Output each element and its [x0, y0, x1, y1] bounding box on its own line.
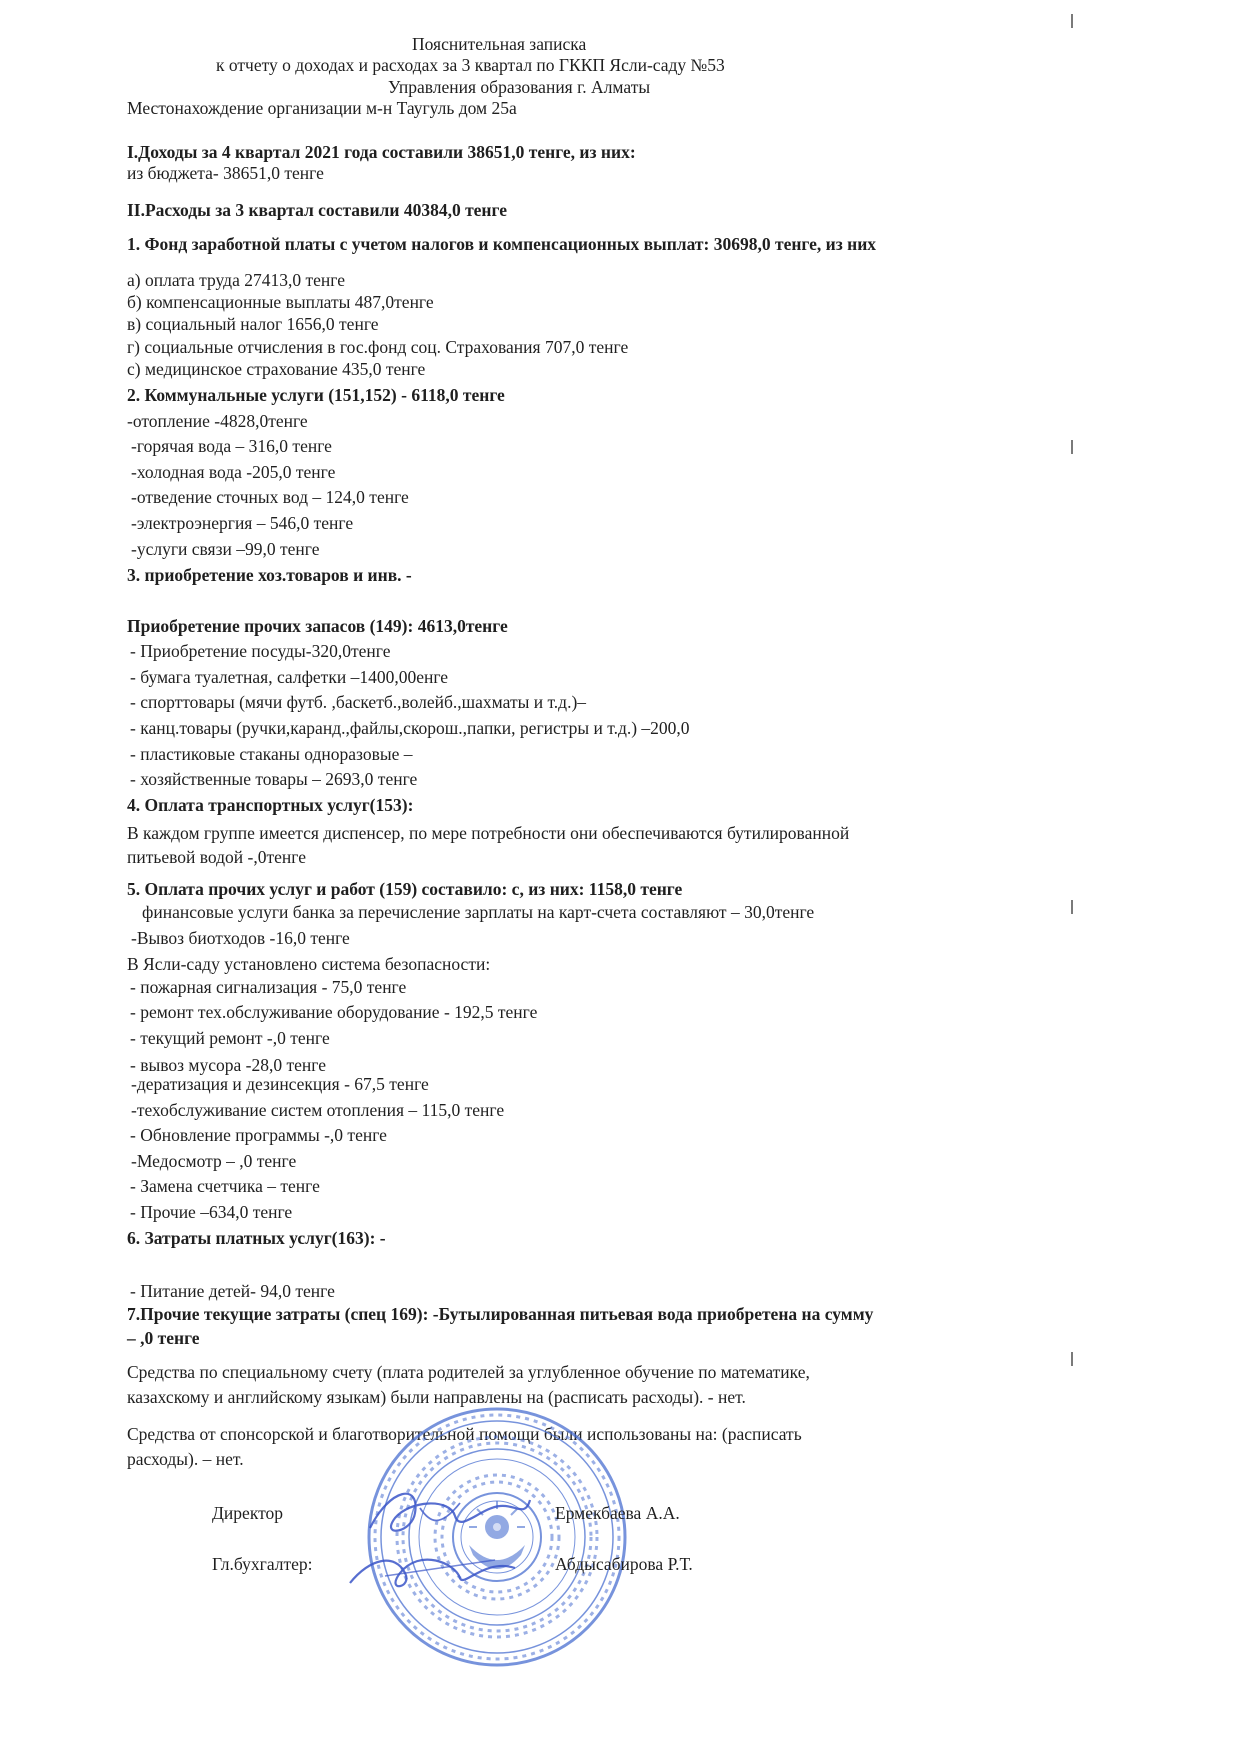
services-heading: 5. Оплата прочих услуг и работ (159) составило: с, из них: 1158,0 тенге: [127, 879, 683, 899]
household-heading: 3. приобретение хоз.товаров и инв. -: [127, 565, 412, 585]
utilities-item: -холодная вода -205,0 тенге: [131, 462, 336, 482]
services-item: -техобслуживание систем отопления – 115,0 тенге: [131, 1100, 505, 1120]
special-account-text: казахскому и английскому языкам) были направлены на (расписать расходы). - нет.: [127, 1387, 746, 1407]
expenses-heading: II.Расходы за 3 квартал составили 40384,0 тенге: [127, 200, 508, 220]
director-name: Ермекбаева А.А.: [555, 1503, 680, 1523]
other-expenses-heading: – ,0 тенге: [127, 1328, 200, 1348]
payroll-item: г) социальные отчисления в гос.фонд соц. Страхования 707,0 тенге: [127, 337, 629, 357]
scan-mark: [1071, 1352, 1073, 1366]
sponsorship-text: Средства от спонсорской и благотворительной помощи были использованы на: (расписать: [127, 1424, 802, 1444]
services-item: - Прочие –634,0 тенге: [130, 1202, 293, 1222]
transport-heading: 4. Оплата транспортных услуг(153):: [127, 795, 414, 815]
supplies-item: - спорттовары (мячи футб. ,баскетб.,волейб.,шахматы и т.д.)–: [130, 692, 587, 712]
services-item: - текущий ремонт -,0 тенге: [130, 1028, 330, 1048]
doc-location: Местонахождение организации м-н Таугуль дом 25а: [127, 98, 517, 118]
doc-organization: Управления образования г. Алматы: [388, 77, 651, 97]
paid-services-heading: 6. Затраты платных услуг(163): -: [127, 1228, 386, 1248]
supplies-item: - Приобретение посуды-320,0тенге: [130, 641, 391, 661]
payroll-item: а) оплата труда 27413,0 тенге: [127, 270, 345, 290]
accountant-name: Абдысабирова Р.Т.: [555, 1554, 693, 1574]
services-item: -Вывоз биотходов -16,0 тенге: [131, 928, 350, 948]
paid-services-item: - Питание детей- 94,0 тенге: [130, 1281, 335, 1301]
supplies-item: - пластиковые стаканы одноразовые –: [130, 744, 413, 764]
scan-mark: [1071, 14, 1073, 28]
income-heading: I.Доходы за 4 квартал 2021 года составили 38651,0 тенге, из них:: [127, 142, 636, 162]
utilities-item: -отопление -4828,0тенге: [127, 411, 308, 431]
utilities-heading: 2. Коммунальные услуги (151,152) - 6118,0 тенге: [127, 385, 505, 405]
services-item: -дератизация и дезинсекция - 67,5 тенге: [131, 1074, 429, 1094]
transport-text: В каждом группе имеется диспенсер, по мере потребности они обеспечиваются бутилированной: [127, 823, 850, 843]
special-account-text: Средства по специальному счету (плата родителей за углубленное обучение по математике,: [127, 1362, 810, 1382]
payroll-item: б) компенсационные выплаты 487,0тенге: [127, 292, 434, 312]
payroll-heading: 1. Фонд заработной платы с учетом налогов и компенсационных выплат: 30698,0 тенге, из них: [127, 234, 877, 254]
supplies-item: - хозяйственные товары – 2693,0 тенге: [130, 769, 418, 789]
supplies-heading: Приобретение прочих запасов (149): 4613,0тенге: [127, 616, 508, 636]
services-item: В Ясли-саду установлено система безопасности:: [127, 954, 491, 974]
services-item: - ремонт тех.обслуживание оборудование - 192,5 тенге: [130, 1002, 538, 1022]
services-item: -Медосмотр – ,0 тенге: [131, 1151, 297, 1171]
services-item: - пожарная сигнализация - 75,0 тенге: [130, 977, 407, 997]
supplies-item: - бумага туалетная, салфетки –1400,00енге: [130, 667, 449, 687]
sponsorship-text: расходы). – нет.: [127, 1449, 244, 1469]
accountant-label: Гл.бухгалтер:: [212, 1554, 313, 1574]
scan-mark: [1071, 900, 1073, 914]
services-item: - вывоз мусора -28,0 тенге: [130, 1055, 326, 1075]
transport-text: питьевой водой -,0тенге: [127, 847, 306, 867]
services-item: - Обновление программы -,0 тенге: [130, 1125, 387, 1145]
utilities-item: -электроэнергия – 546,0 тенге: [131, 513, 354, 533]
utilities-item: -горячая вода – 316,0 тенге: [131, 436, 332, 456]
supplies-item: - канц.товары (ручки,каранд.,файлы,скорош.,папки, регистры и т.д.) –200,0: [130, 718, 690, 738]
other-expenses-heading: 7.Прочие текущие затраты (спец 169): -Бутылированная питьевая вода приобретена на сумму: [127, 1304, 874, 1324]
payroll-item: с) медицинское страхование 435,0 тенге: [127, 359, 426, 379]
payroll-item: в) социальный налог 1656,0 тенге: [127, 314, 379, 334]
utilities-item: -отведение сточных вод – 124,0 тенге: [131, 487, 409, 507]
income-budget: из бюджета- 38651,0 тенге: [127, 163, 324, 183]
utilities-item: -услуги связи –99,0 тенге: [131, 539, 320, 559]
doc-subtitle: к отчету о доходах и расходах за 3 квартал по ГККП Ясли-саду №53: [216, 55, 725, 75]
services-item: финансовые услуги банка за перечисление зарплаты на карт-счета составляют – 30,0тенге: [142, 902, 815, 922]
doc-title: Пояснительная записка: [412, 34, 587, 54]
services-item: - Замена счетчика – тенге: [130, 1176, 320, 1196]
accountant-signature: [345, 1538, 525, 1598]
director-label: Директор: [212, 1503, 284, 1523]
scan-mark: [1071, 440, 1073, 454]
